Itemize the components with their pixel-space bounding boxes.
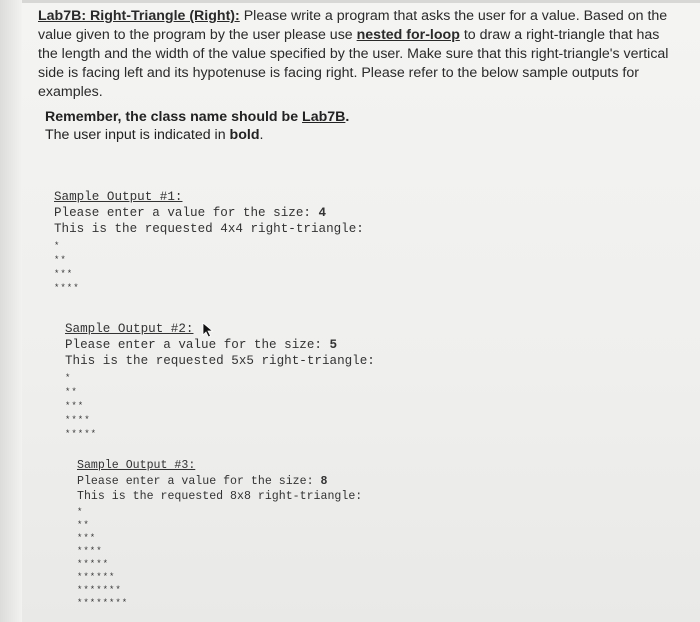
triangle-row: *** [65, 401, 85, 411]
prompt-text: Please enter a value for the size: [65, 338, 330, 352]
sample-header: Sample Output #1: [54, 190, 183, 204]
triangle-output [65, 371, 375, 441]
result-line: This is the requested 8x8 right-triangle: [77, 490, 363, 503]
nested-for-loop-term: nested for-loop [356, 27, 460, 43]
top-border [0, 0, 700, 3]
sample-output-3 [77, 458, 362, 610]
input-note-bold: bold [229, 127, 260, 143]
triangle-row: **** [65, 415, 91, 425]
triangle-row: * [65, 373, 72, 383]
triangle-row: ****** [77, 572, 116, 582]
sample-header: Sample Output #2: [65, 322, 194, 336]
triangle-output [77, 506, 362, 610]
user-input-value: 5 [329, 338, 338, 352]
triangle-row: ** [65, 387, 78, 397]
triangle-row: ** [54, 255, 67, 265]
description-text-1: Please write a program that asks the user for a value. Based on the value given to the program by the user please use [38, 8, 668, 43]
user-input-note [45, 126, 645, 144]
triangle-row: ******* [77, 585, 122, 595]
user-input-value: 8 [320, 475, 328, 488]
class-name-suffix: . [345, 109, 350, 125]
prompt-line [54, 205, 364, 221]
remember-note [45, 108, 645, 144]
triangle-row: ***** [65, 429, 98, 439]
result-line: This is the requested 4x4 right-triangle: [54, 222, 364, 236]
prompt-line [77, 474, 362, 489]
prompt-text: Please enter a value for the size: [54, 206, 319, 220]
triangle-row: * [54, 241, 61, 251]
user-input-value: 4 [318, 206, 327, 220]
triangle-row: **** [77, 546, 103, 556]
result-line: This is the requested 5x5 right-triangle: [65, 354, 375, 368]
triangle-row: ******** [77, 598, 129, 608]
triangle-row: * [77, 507, 84, 517]
triangle-output [54, 239, 364, 295]
class-name-note [45, 108, 645, 126]
sample-header: Sample Output #3: [77, 459, 196, 472]
class-name-prefix: Remember, the class name should be [45, 109, 303, 125]
triangle-row: ** [77, 520, 90, 530]
triangle-row: ***** [77, 559, 110, 569]
sample-output-2 [65, 321, 375, 441]
assignment-title: Lab7B: Right-Triangle (Right): [38, 8, 240, 24]
prompt-line [65, 337, 375, 353]
description-text-2: to draw a right-triangle that has the length and the width of the value specified by the user. Make sure that this right-triangle's vertical side is facing left and its hypotenuse is facing right. Please refer to the below sample outputs for examples. [38, 27, 669, 100]
triangle-row: **** [54, 283, 80, 293]
input-note-prefix: The user input is indicated in [45, 127, 230, 143]
triangle-row: *** [54, 269, 74, 279]
prompt-text: Please enter a value for the size: [77, 475, 321, 488]
page-edge-shadow [0, 0, 22, 622]
class-name: Lab7B [302, 109, 346, 125]
sample-output-1 [54, 189, 364, 295]
assignment-description [38, 7, 678, 102]
input-note-suffix: . [259, 127, 264, 143]
triangle-row: *** [77, 533, 97, 543]
